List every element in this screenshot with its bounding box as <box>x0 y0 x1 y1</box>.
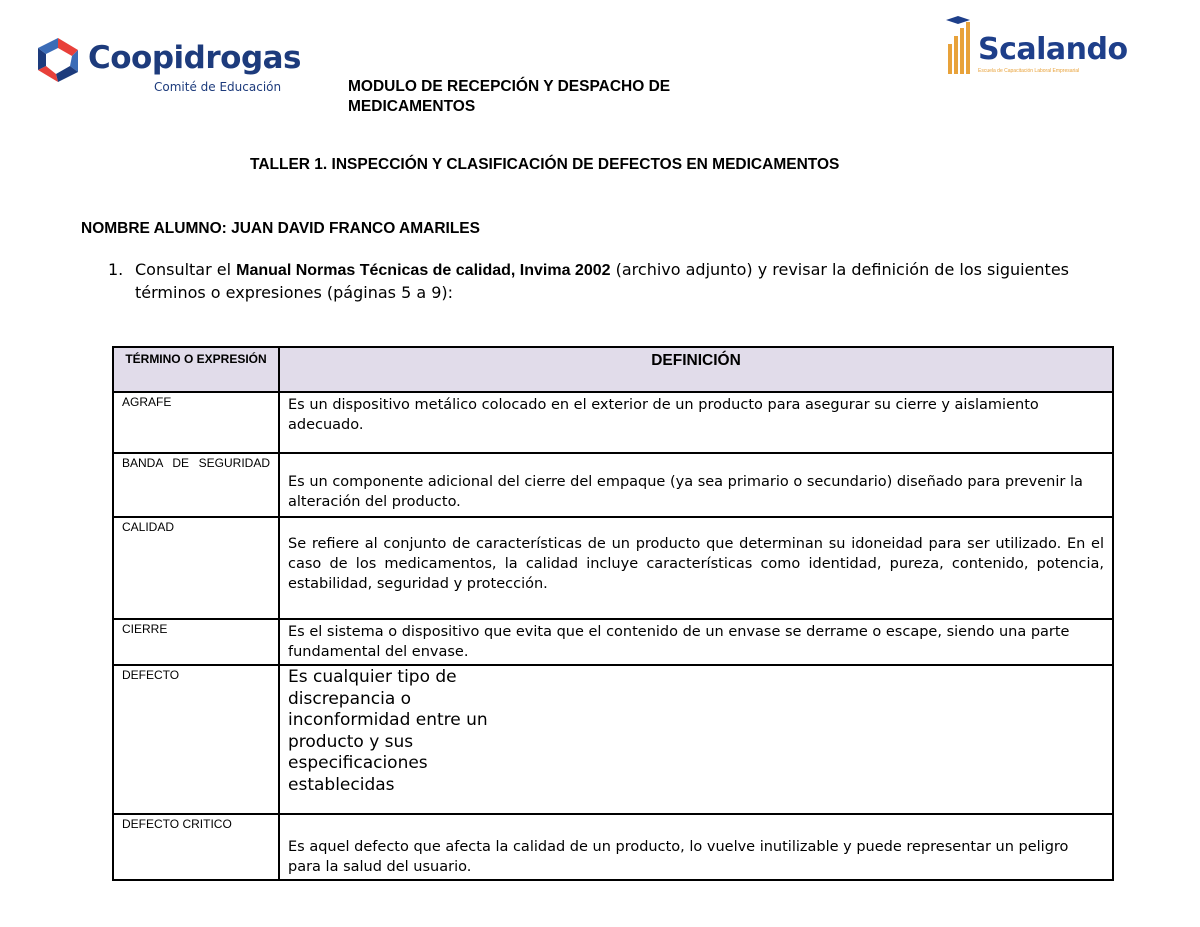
taller-title: TALLER 1. INSPECCIÓN Y CLASIFICACIÓN DE DEFECTOS EN MEDICAMENTOS <box>250 156 840 173</box>
table-row <box>113 453 1113 517</box>
instruction-number: 1. <box>108 260 124 279</box>
scalando-tagline: Escuela de Capacitación Laboral Empresarial <box>978 68 1080 74</box>
module-title: MODULO DE RECEPCIÓN Y DESPACHO DE MEDICAMENTOS <box>348 78 671 115</box>
table-header-row <box>113 347 1113 392</box>
term-cell: DEFECTO CRITICO <box>113 814 279 880</box>
definition-text: Se refiere al conjunto de características de un producto que determinan su idoneidad para ser utilizado. En el caso de los medicamentos, la calidad incluye características como identidad, pureza, contenido, potencia, estabilidad, seguridad y protección. <box>288 536 1104 592</box>
coopidrogas-name: Coopidrogas <box>88 40 301 76</box>
header-term: TÉRMINO O EXPRESIÓN <box>113 347 279 392</box>
term-cell: CALIDAD <box>113 517 279 619</box>
table-row <box>113 814 1113 880</box>
table-row <box>113 665 1113 814</box>
definition-cell: Es un dispositivo metálico colocado en el exterior de un producto para asegurar su cierre y aislamiento adecuado. <box>279 392 1113 453</box>
term-cell: DEFECTO <box>113 665 279 814</box>
table-row <box>113 619 1113 665</box>
table-row <box>113 517 1113 619</box>
definition-text: Es aquel defecto que afecta la calidad de un producto, lo vuelve inutilizable y puede representar un peligro para la salud del usuario. <box>288 839 1069 875</box>
scalando-name: Scalando <box>978 32 1128 67</box>
coopidrogas-logo <box>34 36 301 100</box>
instruction-text-before: Consultar el <box>135 260 237 279</box>
instruction-bold-reference: Manual Normas Técnicas de calidad, Invima 2002 <box>236 262 611 279</box>
term-cell: BANDA DE SEGURIDAD <box>113 453 279 517</box>
header-definition: DEFINICIÓN <box>279 347 1113 392</box>
instruction-text-after: (archivo adjunto) y revisar la definición de los siguientes términos o expresiones (páginas 5 a 9): <box>135 260 1069 302</box>
definitions-table <box>112 346 1114 881</box>
coopidrogas-subtitle: Comité de Educación <box>154 80 282 94</box>
definition-cell <box>279 453 1113 517</box>
term-cell: AGRAFE <box>113 392 279 453</box>
scalando-logo <box>944 14 1134 80</box>
student-name: NOMBRE ALUMNO: JUAN DAVID FRANCO AMARILES <box>81 220 480 237</box>
coopidrogas-emblem-icon <box>34 36 82 84</box>
definition-cell <box>279 517 1113 619</box>
scalando-bars-icon <box>944 14 980 76</box>
definition-cell: Es el sistema o dispositivo que evita que el contenido de un envase se derrame o escape, siendo una parte fundamental del envase. <box>279 619 1113 665</box>
definition-cell <box>279 814 1113 880</box>
instruction-item <box>108 259 1098 304</box>
definition-text: Es un componente adicional del cierre del empaque (ya sea primario o secundario) diseñado para prevenir la alteración del producto. <box>288 474 1083 510</box>
definition-cell <box>279 665 1113 814</box>
definition-text: Es cualquier tipo de discrepancia o inconformidad entre un producto y sus especificaciones establecidas <box>288 667 488 795</box>
table-row <box>113 392 1113 453</box>
term-cell: CIERRE <box>113 619 279 665</box>
instruction-text <box>135 259 1098 304</box>
